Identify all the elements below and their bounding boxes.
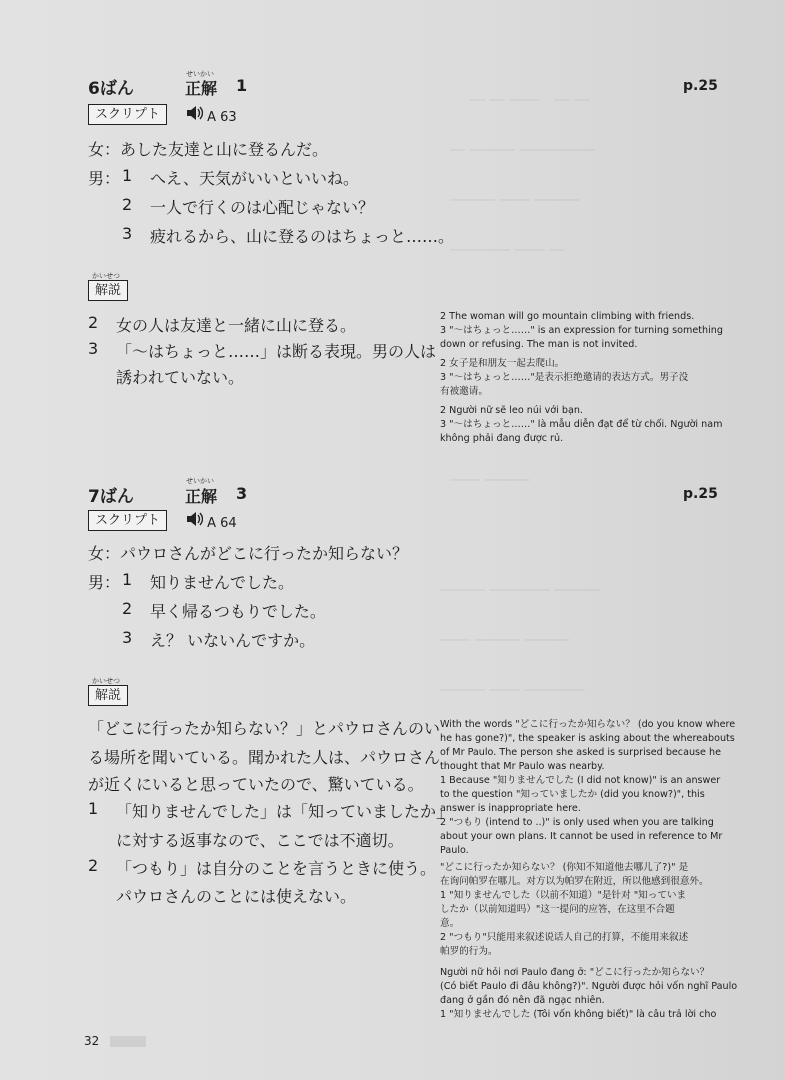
option-number: 2 — [122, 195, 133, 214]
note-en-line: Paulo. — [440, 845, 469, 856]
speaker-icon — [186, 516, 207, 531]
audio-track — [186, 511, 237, 531]
bleed-through-text: ―――― ―― ― — [450, 240, 565, 258]
audio-track-number: A 64 — [207, 516, 237, 531]
note-zh-line: 2 "つもり"只能用来叙述说话人自己的打算，不能用来叙述 — [440, 932, 689, 943]
explanation-furigana: かいせつ — [92, 677, 120, 685]
bleed-through-text: ― ――― ――――― — [450, 140, 595, 158]
note-zh-line: "どこに行ったか知らない？ (你知不知道他去哪儿了?)" 是 — [440, 862, 689, 873]
explanation-line: 誘われていない。 — [116, 368, 245, 387]
explanation-label: 解説 — [88, 280, 128, 301]
footer-mark — [110, 1036, 146, 1047]
section-7-title: 7ばん — [88, 487, 134, 507]
option-number: 1 — [122, 166, 133, 185]
bleed-through-text: ― ― ―― ― ― — [470, 90, 590, 108]
note-en-line: 3 "～はちょっと……" is an expression for turning something — [440, 325, 723, 336]
option-text: 知りませんでした。 — [150, 573, 295, 592]
section-6-title: 6ばん — [88, 79, 134, 99]
explanation-line: 「つもり」は自分のことを言うときに使う。 — [116, 859, 437, 878]
explanation-line: 「～はちょっと……」は断る表現。男の人は — [116, 342, 437, 361]
answer-label: 正解 — [185, 79, 218, 98]
option-number: 2 — [122, 599, 133, 618]
bleed-through-text: ――― ―――― ――― — [440, 580, 600, 598]
answer-furigana: せいかい — [186, 477, 214, 485]
option-text: へえ、天気がいいといいね。 — [150, 169, 359, 188]
audio-track-number: A 63 — [207, 110, 237, 125]
explanation-intro-line: が近くにいると思っていたので、驚いている。 — [88, 775, 424, 794]
note-en-line: 2 The woman will go mountain climbing with friends. — [440, 311, 695, 322]
note-vi-line: không phải đang được rủ. — [440, 433, 564, 444]
audio-track — [186, 105, 237, 125]
woman-line: 女：あした友達と山に登るんだ。 — [88, 140, 329, 159]
option-text: え？ いないんですか。 — [150, 631, 316, 650]
note-vi-line: 3 "～はちょっと……" là mẫu diễn đạt để từ chối. Người nam — [440, 419, 723, 430]
answer-furigana: せいかい — [186, 70, 214, 78]
man-prefix: 男： — [88, 573, 121, 592]
note-vi-line: 1 "知りませんでした (Tôi vốn không biết)" là câu trả lời cho — [440, 1009, 717, 1020]
explanation-intro-line: 「どこに行ったか知らない？」とパウロさんのい — [88, 719, 441, 738]
explanation-line: パウロさんのことには使えない。 — [116, 887, 357, 906]
answer-label: 正解 — [185, 487, 218, 506]
note-vi-line: đang ở gần đó nên đã ngạc nhiên. — [440, 995, 605, 1006]
note-en-line: about your own plans. It cannot be used in reference to Mr — [440, 831, 723, 842]
explanation-number: 1 — [88, 799, 99, 818]
explanation-label: 解説 — [88, 685, 128, 706]
woman-line: 女：パウロさんがどこに行ったか知らない？ — [88, 544, 409, 563]
bleed-through-text: ―― ――― — [450, 470, 530, 488]
explanation-line: に対する返事なので、ここでは不適切。 — [116, 831, 404, 850]
explanation-line: 女の人は友達と一緒に山に登る。 — [116, 316, 357, 335]
explanation-intro-line: る場所を聞いている。聞かれた人は、パウロさん — [88, 748, 441, 767]
note-zh-line: 帕罗的行为。 — [440, 946, 498, 957]
note-zh-line: したか（以前知道吗）"这一提问的应答，在这里不合题 — [440, 904, 675, 915]
note-en-line: With the words "どこに行ったか知らない？ (do you know where — [440, 719, 736, 730]
option-text: 一人で行くのは心配じゃない？ — [150, 198, 375, 217]
note-vi-line: (Có biết Paulo đi đâu không?)". Người được hỏi vốn nghĩ Paulo — [440, 981, 738, 992]
note-en-line: to the question "知っていましたか (did you know?)", this — [440, 789, 705, 800]
script-label: スクリプト — [88, 510, 167, 531]
option-number: 3 — [122, 224, 133, 243]
option-text: 疲れるから、山に登るのはちょっと……。 — [150, 227, 455, 246]
option-number: 3 — [122, 628, 133, 647]
explanation-number: 3 — [88, 339, 99, 358]
note-zh-line: 意。 — [440, 918, 460, 929]
option-text: 早く帰るつもりでした。 — [150, 602, 326, 621]
explanation-number: 2 — [88, 313, 99, 332]
note-zh-line: 2 女子是和朋友一起去爬山。 — [440, 358, 565, 369]
bleed-through-text: ――― ―― ―――― — [440, 680, 585, 698]
note-zh-line: 3 "～はちょっと……"是表示拒绝邀请的表达方式。男子没 — [440, 372, 689, 383]
note-vi-line: 2 Người nữ sẽ leo núi với bạn. — [440, 405, 583, 416]
note-zh-line: 在询问帕罗在哪儿。对方以为帕罗在附近，所以他感到很意外。 — [440, 876, 709, 887]
bleed-through-text: ―― ――― ――― — [440, 630, 570, 648]
note-en-line: 1 Because "知りませんでした (I did not know)" is an answer — [440, 775, 721, 786]
note-vi-line: Người nữ hỏi nơi Paulo đang ở: "どこに行ったか知らない？ — [440, 967, 710, 978]
note-zh-line: 1 "知りませんでした（以前不知道）"是针对 "知っていま — [440, 890, 687, 901]
page-number: 32 — [84, 1034, 100, 1048]
note-en-line: he has gone?)", the speaker is asking about the whereabouts — [440, 733, 735, 744]
note-zh-line: 有被邀请。 — [440, 386, 488, 397]
answer-value: 3 — [236, 484, 248, 503]
answer-value: 1 — [236, 76, 248, 95]
note-en-line: thought that Mr Paulo was nearby. — [440, 761, 605, 772]
bleed-through-text: ――― ―― ――― — [450, 190, 580, 208]
script-label: スクリプト — [88, 104, 167, 125]
explanation-number: 2 — [88, 856, 99, 875]
page-reference: p.25 — [683, 486, 718, 502]
man-prefix: 男： — [88, 169, 121, 188]
explanation-furigana: かいせつ — [92, 272, 120, 280]
page-reference: p.25 — [683, 78, 718, 94]
speaker-icon — [186, 110, 207, 125]
note-en-line: 2 "つもり (intend to ..)" is only used when you are talking — [440, 817, 714, 828]
note-en-line: of Mr Paulo. The person she asked is surprised because he — [440, 747, 721, 758]
note-en-line: answer is inappropriate here. — [440, 803, 581, 814]
option-number: 1 — [122, 570, 133, 589]
note-en-line: down or refusing. The man is not invited. — [440, 339, 638, 350]
explanation-line: 「知りませんでした」は「知っていましたか」 — [116, 802, 453, 821]
